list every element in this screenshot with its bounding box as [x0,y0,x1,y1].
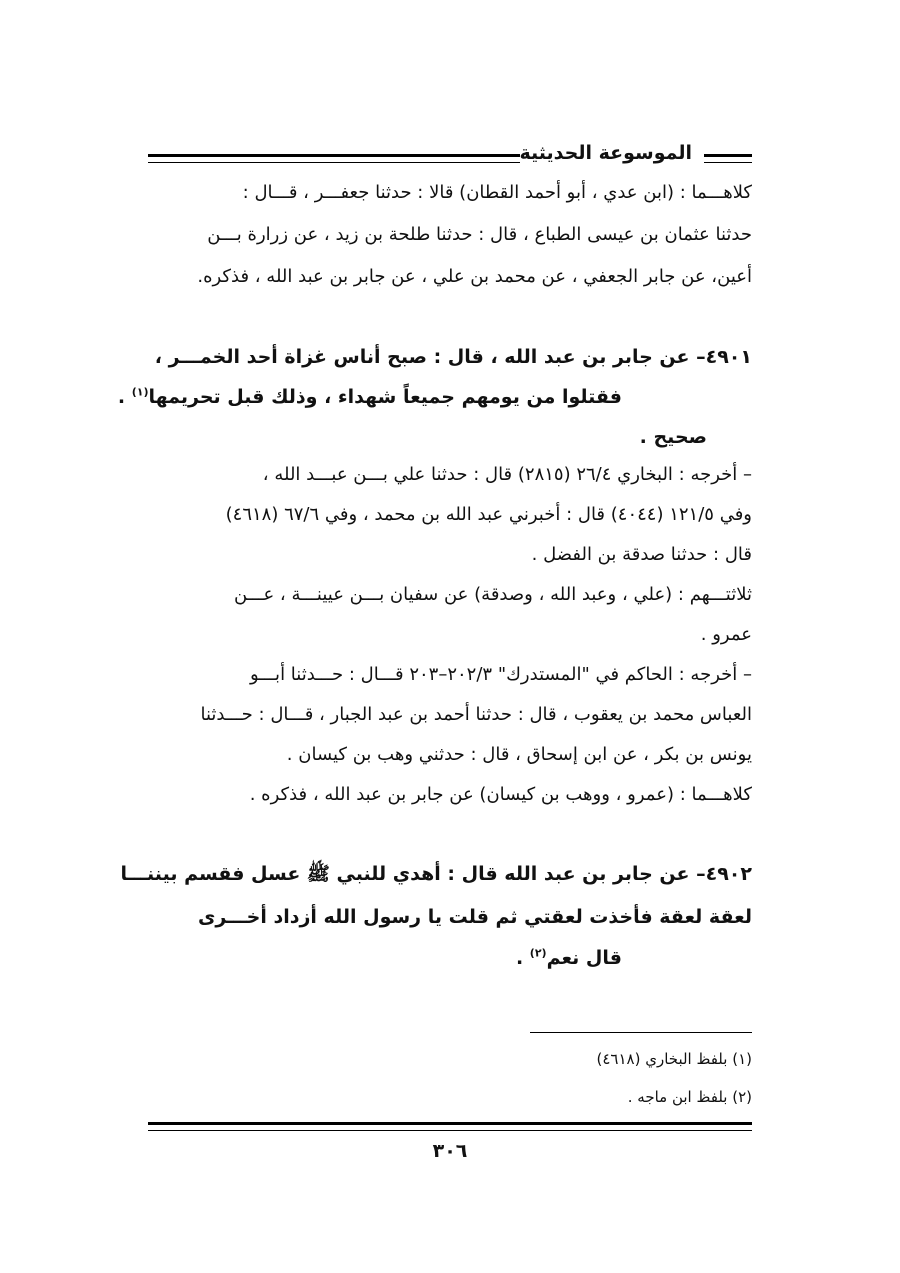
intro-line-1: كلاهـــما : (ابن عدي ، أبو أحمد القطان) قالا : حدثنا جعفـــر ، قـــال : [242,182,752,203]
intro-line-2: حدثنا عثمان بن عيسى الطباع ، قال : حدثنا طلحة بن زيد ، عن زرارة بـــن [207,224,752,245]
hadith-4902-line-3-end: . [515,947,530,969]
hadith-4901-grade: صحيح . [639,426,707,448]
takhrij-line-8: يونس بن بكر ، عن ابن إسحاق ، قال : حدثني وهب بن كيسان . [286,744,752,765]
takhrij-line-6: – أخرجه : الحاكم في "المستدرك" ٢٠٢/٣–٢٠٣ قـــال : حـــدثنا أبـــو [249,664,752,685]
takhrij-line-5: عمرو . [700,624,752,645]
takhrij-line-1: – أخرجه : البخاري ٢٦/٤ (٢٨١٥) قال : حدثنا علي بـــن عبـــد الله ، [262,464,752,485]
takhrij-line-2: وفي ١٢١/٥ (٤٠٤٤) قال : أخبرني عبد الله بن محمد ، وفي ٦٧/٦ (٤٦١٨) [225,504,752,525]
header-title: الموسوعة الحديثية [519,142,692,164]
hadith-4902-line-2: لعقة لعقة فأخذت لعقتي ثم قلت يا رسول الله أزداد أخـــرى [197,906,752,928]
intro-line-3: أعين، عن جابر الجعفي ، عن محمد بن علي ، عن جابر بن عبد الله ، فذكره. [197,266,752,287]
hadith-4902-line-3-text: قال نعم [546,947,622,969]
footnote-separator [530,1032,752,1033]
takhrij-line-9: كلاهـــما : (عمرو ، ووهب بن كيسان) عن جابر بن عبد الله ، فذكره . [249,784,752,805]
hadith-4901-line-1: ٤٩٠١– عن جابر بن عبد الله ، قال : صبح أناس غزاة أحد الخمـــر ، [154,346,752,368]
takhrij-line-4: ثلاثتـــهم : (علي ، وعبد الله ، وصدقة) عن سفيان بـــن عيينـــة ، عـــن [233,584,752,605]
hadith-4902-line-1: ٤٩٠٢– عن جابر بن عبد الله قال : أهدي للنبي ﷺ عسل فقسم بيننـــا [120,863,752,885]
footnote-2: (٢) بلفظ ابن ماجه . [627,1088,752,1106]
running-header [148,140,752,180]
header-rule-right [704,154,752,163]
takhrij-line-7: العباس محمد بن يعقوب ، قال : حدثنا أحمد بن عبد الجبار ، قـــال : حـــدثنا [200,704,752,725]
hadith-4901-line-2 [118,383,622,411]
page-number: ٣٠٦ [432,1140,468,1162]
hadith-4901-line-2-end: . [117,386,132,408]
footnote-ref-1[interactable]: (١) [131,385,149,399]
header-rule-left [148,154,520,163]
footnote-1: (١) بلفظ البخاري (٤٦١٨) [596,1050,752,1068]
hadith-4901-line-2-text: فقتلوا من يومهم جميعاً شهداء ، وذلك قبل تحريمها [148,386,622,408]
hadith-4902-line-3 [516,944,622,972]
footnote-ref-2[interactable]: (٢) [529,946,547,960]
footer-rule [148,1122,752,1131]
takhrij-line-3: قال : حدثنا صدقة بن الفضل . [531,544,752,565]
